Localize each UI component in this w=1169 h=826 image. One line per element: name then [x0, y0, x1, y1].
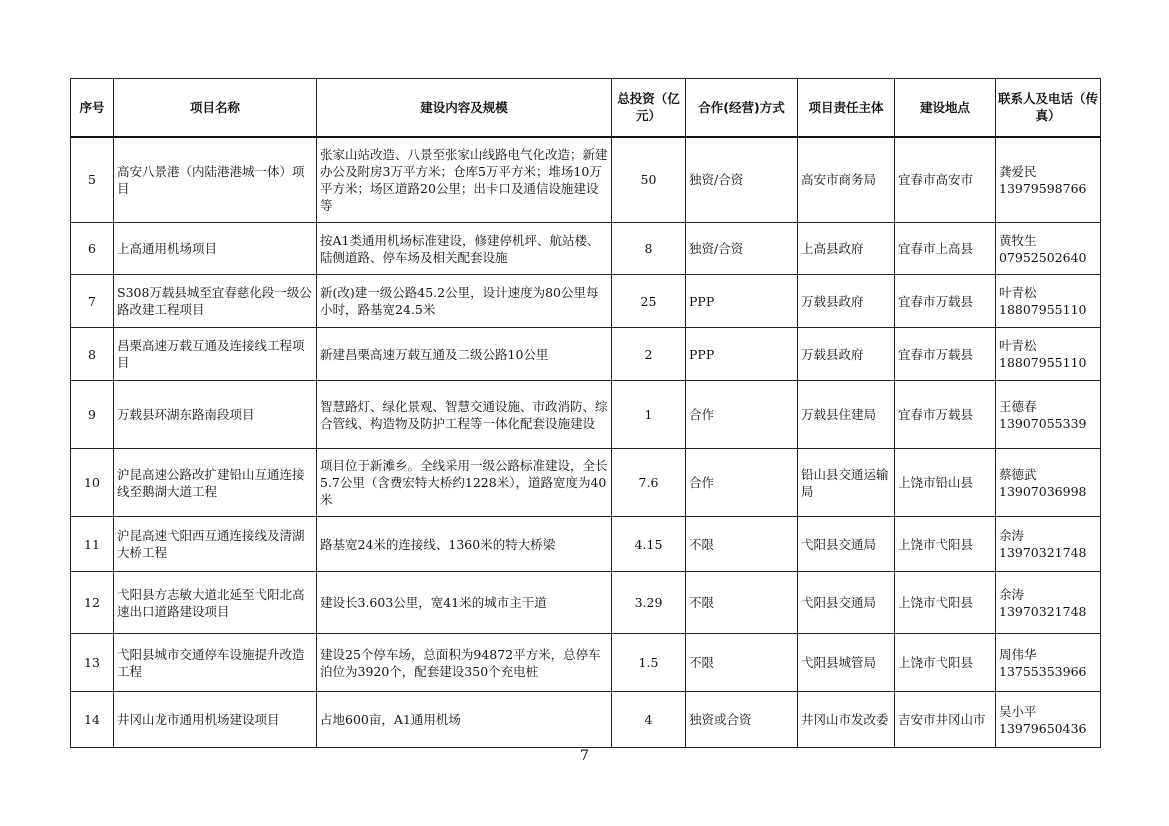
cell-contact: [996, 572, 1101, 634]
cell-investment: 25: [612, 275, 686, 328]
contact-name: 蔡德武: [999, 466, 1037, 482]
page-number: 7: [580, 748, 589, 764]
cell-index: 6: [71, 223, 114, 275]
contact-phone: 13907055339: [999, 415, 1087, 431]
contact-phone: 13979598766: [999, 180, 1087, 196]
contact-phone: 18807955110: [999, 302, 1087, 317]
cell-contact: [996, 381, 1101, 449]
cell-owner: 上高县政府: [798, 223, 895, 275]
cell-index: 14: [71, 692, 114, 748]
cell-name: 弋阳县城市交通停车设施提升改造工程: [114, 634, 317, 692]
cell-name: 弋阳县方志敏大道北延至弋阳北高速出口道路建设项目: [114, 572, 317, 634]
cell-content: 路基宽24米的连接线、1360米的特大桥梁: [317, 517, 612, 572]
table-row: [71, 517, 1101, 572]
cell-location: 宜春市万载县: [895, 328, 996, 381]
cell-owner: 弋阳县交通局: [798, 572, 895, 634]
cell-location: 宜春市高安市: [895, 137, 996, 223]
table-header: [71, 79, 1101, 137]
cell-name: 沪昆高速公路改扩建铅山互通连接线至鹅湖大道工程: [114, 449, 317, 517]
cell-content: 新建昌栗高速万载互通及二级公路10公里: [317, 328, 612, 381]
contact-phone: 07952502640: [999, 249, 1087, 265]
contact-name: 黄牧生: [999, 232, 1037, 248]
contact-name: 吴小平: [999, 703, 1037, 719]
table-row: [71, 223, 1101, 275]
cell-name: 昌栗高速万载互通及连接线工程项目: [114, 328, 317, 381]
cell-location: 宜春市万载县: [895, 381, 996, 449]
cell-mode: 独资或合资: [686, 692, 798, 748]
cell-investment: 1: [612, 381, 686, 449]
cell-investment: 4.15: [612, 517, 686, 572]
table-row: [71, 328, 1101, 381]
cell-name: 高安八景港（内陆港港城一体）项目: [114, 137, 317, 223]
contact-phone: 13979650436: [999, 720, 1087, 736]
table-row: [71, 692, 1101, 748]
table-body: [71, 137, 1101, 748]
cell-owner: 铅山县交通运输局: [798, 449, 895, 517]
cell-owner: 万载县政府: [798, 275, 895, 328]
contact-phone: 13907036998: [999, 483, 1087, 499]
cell-mode: 独资/合资: [686, 137, 798, 223]
cell-contact: [996, 328, 1101, 381]
header-investment: 总投资（亿元）: [612, 79, 686, 137]
header-location: 建设地点: [895, 79, 996, 137]
contact-name: 周伟华: [999, 646, 1037, 662]
cell-owner: 井冈山市发改委: [798, 692, 895, 748]
table-row: [71, 137, 1101, 223]
header-owner: 项目责任主体: [798, 79, 895, 137]
header-index: 序号: [71, 79, 114, 137]
cell-location: 宜春市万载县: [895, 275, 996, 328]
cell-contact: [996, 137, 1101, 223]
contact-name: 叶青松: [999, 285, 1037, 300]
contact-phone: 13970321748: [999, 545, 1087, 560]
cell-contact: [996, 449, 1101, 517]
cell-investment: 8: [612, 223, 686, 275]
table-row: [71, 634, 1101, 692]
contact-phone: 18807955110: [999, 355, 1087, 370]
table-row: [71, 381, 1101, 449]
cell-location: 上饶市弋阳县: [895, 572, 996, 634]
cell-index: 11: [71, 517, 114, 572]
cell-index: 5: [71, 137, 114, 223]
cell-content: 建设长3.603公里，宽41米的城市主干道: [317, 572, 612, 634]
cell-contact: [996, 692, 1101, 748]
cell-owner: 万载县政府: [798, 328, 895, 381]
cell-content: 项目位于新滩乡。全线采用一级公路标准建设，全长5.7公里（含费宏特大桥约1228米），道路宽度为40米: [317, 449, 612, 517]
header-name: 项目名称: [114, 79, 317, 137]
cell-owner: 弋阳县城管局: [798, 634, 895, 692]
header-mode: 合作(经营)方式: [686, 79, 798, 137]
cell-location: 上饶市弋阳县: [895, 517, 996, 572]
cell-location: 上饶市铅山县: [895, 449, 996, 517]
cell-mode: 不限: [686, 517, 798, 572]
cell-index: 7: [71, 275, 114, 328]
contact-name: 叶青松: [999, 338, 1037, 353]
contact-name: 王德春: [999, 398, 1037, 414]
cell-location: 宜春市上高县: [895, 223, 996, 275]
contact-name: 余涛: [999, 528, 1025, 543]
cell-investment: 7.6: [612, 449, 686, 517]
table-row: [71, 275, 1101, 328]
cell-contact: [996, 223, 1101, 275]
cell-investment: 1.5: [612, 634, 686, 692]
cell-content: 占地600亩，A1通用机场: [317, 692, 612, 748]
cell-owner: 弋阳县交通局: [798, 517, 895, 572]
cell-index: 12: [71, 572, 114, 634]
cell-content: 智慧路灯、绿化景观、智慧交通设施、市政消防、综合管线、构造物及防护工程等一体化配套设施建设: [317, 381, 612, 449]
cell-mode: PPP: [686, 328, 798, 381]
cell-mode: 不限: [686, 572, 798, 634]
cell-index: 13: [71, 634, 114, 692]
cell-mode: PPP: [686, 275, 798, 328]
cell-owner: 高安市商务局: [798, 137, 895, 223]
cell-name: 万载县环湖东路南段项目: [114, 381, 317, 449]
cell-content: 新(改)建一级公路45.2公里，设计速度为80公里每小时，路基宽24.5米: [317, 275, 612, 328]
cell-index: 10: [71, 449, 114, 517]
header-content: 建设内容及规模: [317, 79, 612, 137]
cell-location: 上饶市弋阳县: [895, 634, 996, 692]
cell-mode: 独资/合资: [686, 223, 798, 275]
cell-location: 吉安市井冈山市: [895, 692, 996, 748]
cell-name: 上高通用机场项目: [114, 223, 317, 275]
cell-investment: 2: [612, 328, 686, 381]
cell-name: 沪昆高速弋阳西互通连接线及清湖大桥工程: [114, 517, 317, 572]
cell-content: 张家山站改造、八景至张家山线路电气化改造；新建办公及附房3万平方米；仓库5万平方米；堆场10万平方米；场区道路20公里；出卡口及通信设施建设等: [317, 137, 612, 223]
cell-name: S308万载县城至宜春慈化段一级公路改建工程项目: [114, 275, 317, 328]
cell-name: 井冈山龙市通用机场建设项目: [114, 692, 317, 748]
cell-content: 建设25个停车场，总面积为94872平方米，总停车泊位为3920个，配套建设350个充电桩: [317, 634, 612, 692]
cell-investment: 3.29: [612, 572, 686, 634]
contact-phone: 13970321748: [999, 603, 1087, 619]
cell-investment: 4: [612, 692, 686, 748]
cell-contact: [996, 275, 1101, 328]
cell-content: 按A1类通用机场标准建设，修建停机坪、航站楼、陆侧道路、停车场及相关配套设施: [317, 223, 612, 275]
cell-index: 9: [71, 381, 114, 449]
table-row: [71, 449, 1101, 517]
cell-mode: 合作: [686, 381, 798, 449]
contact-name: 余涛: [999, 586, 1025, 602]
cell-contact: [996, 634, 1101, 692]
projects-table: [70, 78, 1101, 748]
table-row: [71, 572, 1101, 634]
header-contact: 联系人及电话（传真）: [996, 79, 1101, 137]
cell-mode: 合作: [686, 449, 798, 517]
cell-contact: [996, 517, 1101, 572]
contact-name: 龚爱民: [999, 163, 1037, 179]
cell-owner: 万载县住建局: [798, 381, 895, 449]
contact-phone: 13755353966: [999, 663, 1087, 679]
cell-investment: 50: [612, 137, 686, 223]
cell-index: 8: [71, 328, 114, 381]
cell-mode: 不限: [686, 634, 798, 692]
